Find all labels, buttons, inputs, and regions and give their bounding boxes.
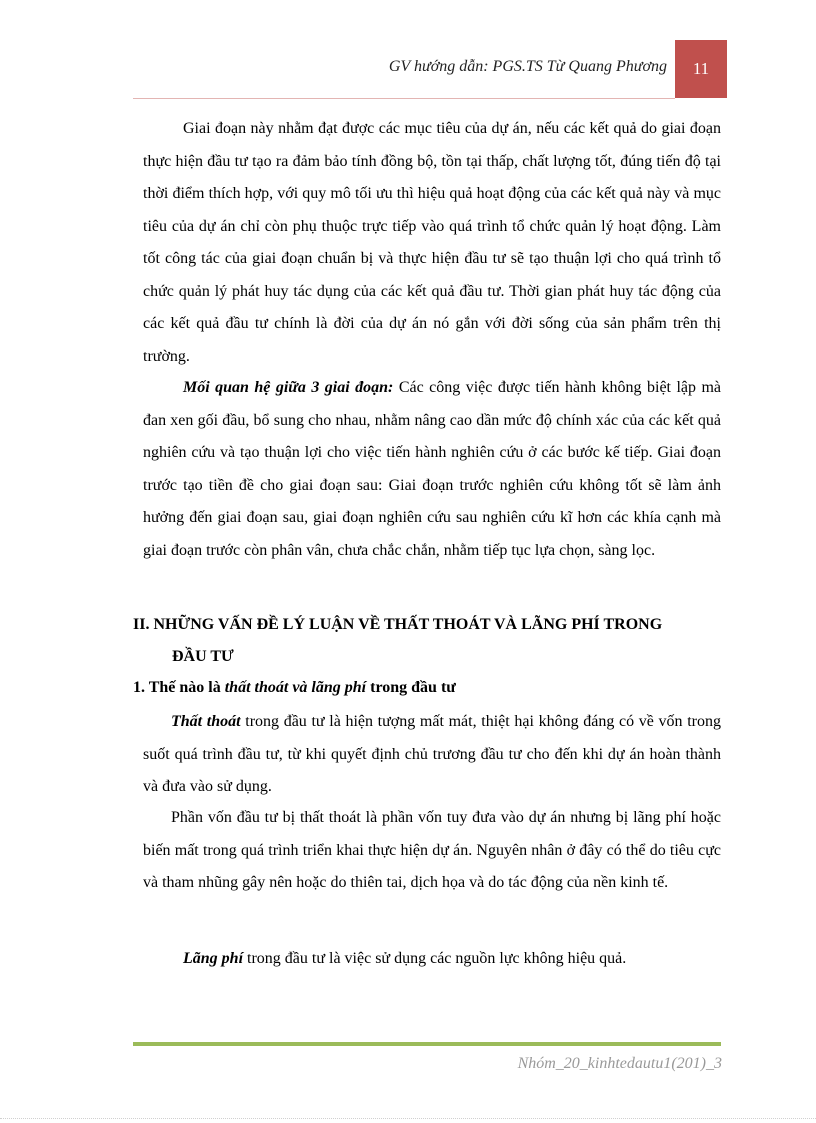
paragraph-relationship [143, 372, 721, 567]
paragraph-text: trong đầu tư là việc sử dụng các nguồn lực không hiệu quả. [243, 950, 627, 967]
header-title: GV hướng dẫn: PGS.TS Từ Quang Phương [388, 58, 667, 75]
paragraph-lang-phi [143, 943, 721, 976]
paragraph-lead: Thất thoát [171, 713, 241, 730]
footer-rule [133, 1042, 721, 1046]
subheading-italic: thất thoát và lãng phí [224, 679, 367, 696]
page-number: 11 [692, 59, 710, 78]
page-number-box [675, 40, 727, 98]
paragraph-text: Giai đoạn này nhằm đạt được các mục tiêu của dự án, nếu các kết quả do giai đoạn thực hiện đầu tư tạo ra đảm bảo tính đồng bộ, tồn tại thấp, chất lượng tốt, đúng tiến độ tại thời điểm thích hợp, với quy mô tối ưu thì hiệu quả hoạt động của các kết quả này và mục tiêu của dự án chỉ còn phụ thuộc trực tiếp vào quá trình tổ chức quản lý hoạt động. Làm tốt công tác của giai đoạn chuẩn bị và thực hiện đầu tư sẽ tạo thuận lợi cho quá trình tổ chức quản lý phát huy tác dụng của các kết quả đầu tư. Thời gian phát huy tác động của các kết quả đầu tư chính là đời của dự án nó gắn với đời sống của sản phẩm trên thị trường. [143, 120, 721, 365]
paragraph-stage-three [143, 113, 721, 373]
paragraph-lead: Mối quan hệ giữa 3 giai đoạn: [183, 379, 394, 396]
section-heading-line2: ĐẦU TƯ [172, 648, 234, 665]
paragraph-that-thoat [143, 706, 721, 804]
subheading-suffix: trong đầu tư [366, 679, 456, 696]
paragraph-text: trong đầu tư là hiện tượng mất mát, thiệt hại không đáng có về vốn trong suốt quá trình đầu tư, từ khi quyết định chủ trương đầu tư cho đến khi dự án hoàn thành và đưa vào sử dụng. [143, 713, 721, 795]
section-heading-line1: II. NHỮNG VẤN ĐỀ LÝ LUẬN VỀ THẤT THOÁT VÀ LÃNG PHÍ TRONG [133, 616, 663, 633]
paragraph-lead: Lãng phí [183, 950, 244, 967]
subheading-1 [133, 679, 723, 697]
header-rule [133, 98, 675, 99]
page-bottom-dotted-line [0, 1118, 816, 1119]
section-heading-2 [133, 609, 723, 673]
paragraph-text: Các công việc được tiến hành không biệt lập mà đan xen gối đầu, bổ sung cho nhau, nhằm nâng cao dần mức độ chính xác của các kết quả nghiên cứu và tạo thuận lợi cho việc tiến hành nghiên cứu ở các bước kế tiếp. Giai đoạn trước tạo tiền đề cho giai đoạn sau: Giai đoạn trước nghiên cứu không tốt sẽ làm ảnh hưởng đến giai đoạn sau, giai đoạn nghiên cứu sau nghiên cứu kĩ hơn các khía cạnh mà giai đoạn trước còn phân vân, chưa chắc chắn, nhằm tiếp tục lựa chọn, sàng lọc. [143, 379, 721, 559]
paragraph-von-that-thoat [143, 802, 721, 900]
paragraph-text: Phần vốn đầu tư bị thất thoát là phần vốn tuy đưa vào dự án nhưng bị lãng phí hoặc biến mất trong quá trình triển khai thực hiện dự án. Nguyên nhân ở đây có thể do tiêu cực và tham nhũng gây nên hoặc do thiên tai, dịch họa và do tác động của nền kinh tế. [143, 809, 721, 891]
footer-text: Nhóm_20_kinhtedautu1(201)_3 [517, 1055, 722, 1072]
subheading-prefix: 1. Thế nào là [133, 679, 225, 696]
